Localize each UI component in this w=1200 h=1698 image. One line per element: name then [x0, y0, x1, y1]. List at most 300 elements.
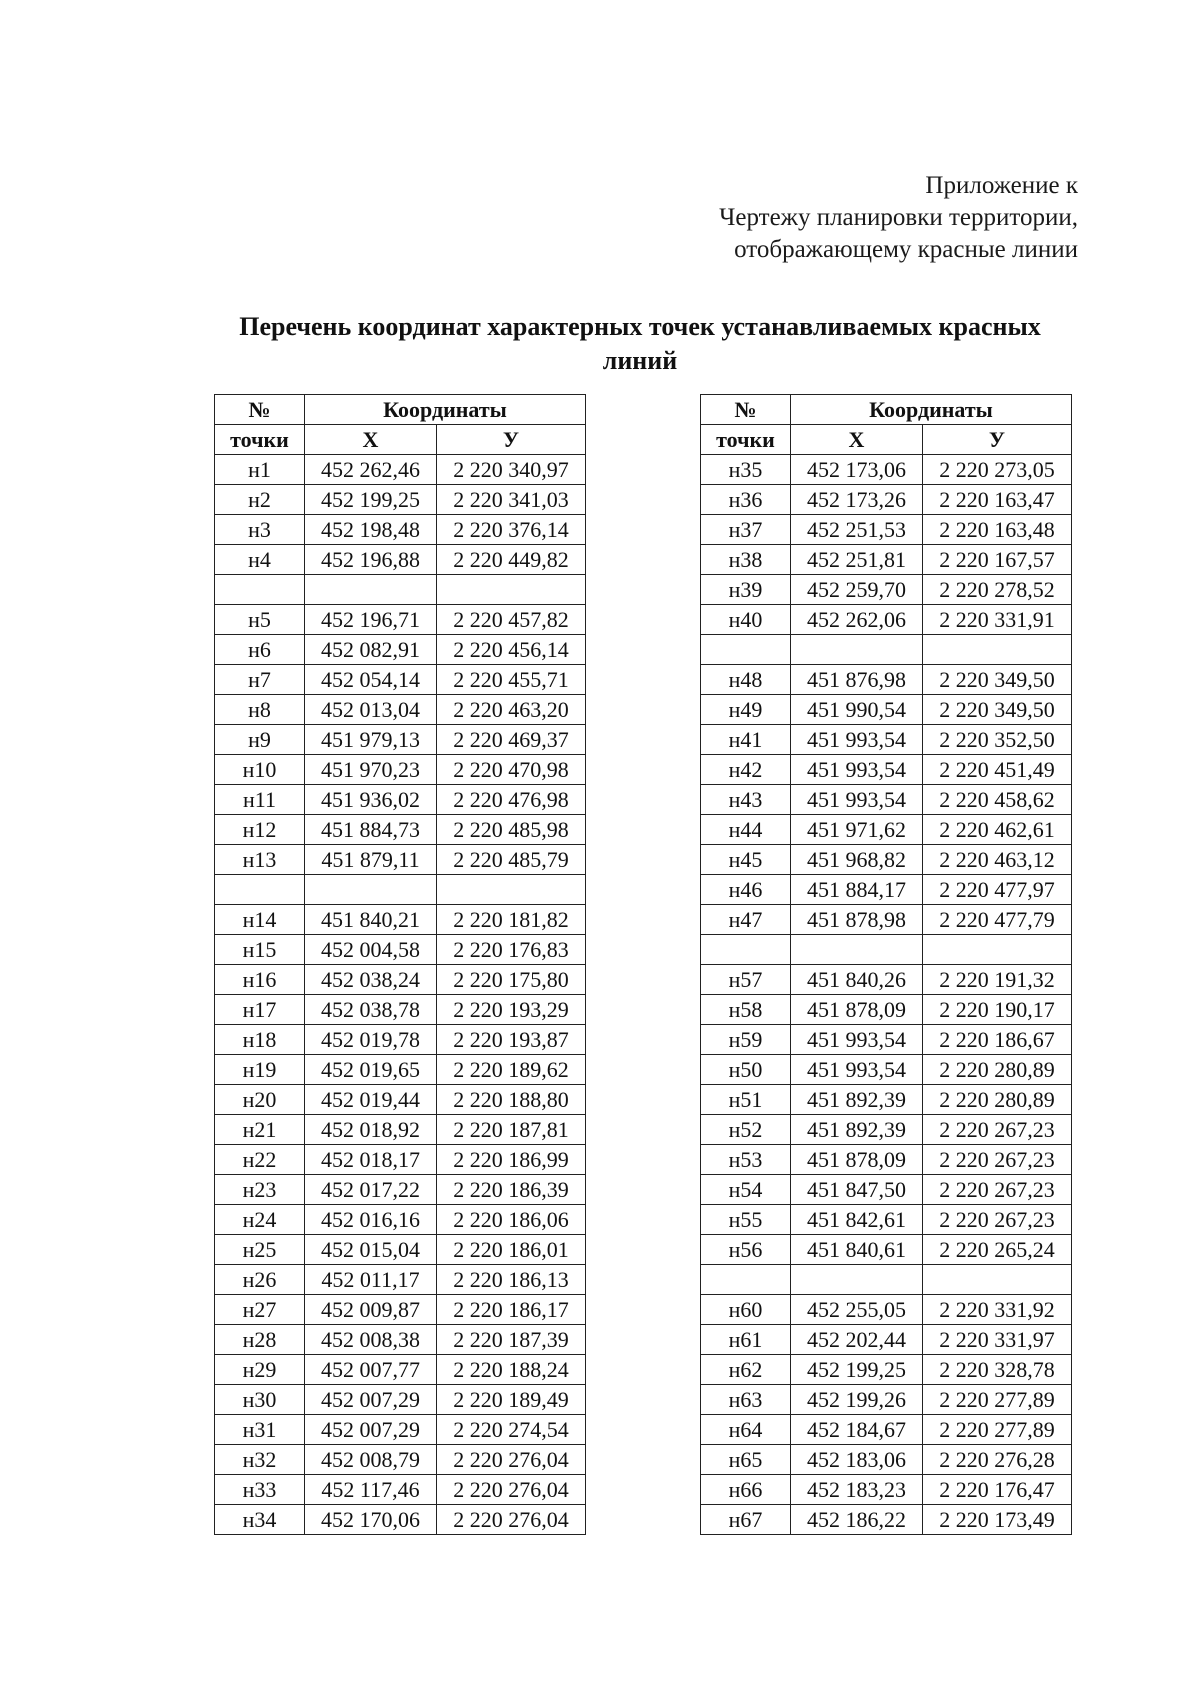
point-number-cell: н55 — [701, 1205, 791, 1235]
x-coordinate-cell: 452 018,17 — [305, 1145, 437, 1175]
point-number-cell: н4 — [215, 545, 305, 575]
table-row — [215, 485, 586, 515]
table-row — [215, 1205, 586, 1235]
y-coordinate-cell: 2 220 456,14 — [437, 635, 586, 665]
table-row — [215, 1445, 586, 1475]
x-coordinate-cell: 451 971,62 — [791, 815, 923, 845]
point-number-cell: н42 — [701, 755, 791, 785]
x-coordinate-cell — [791, 935, 923, 965]
x-coordinate-cell: 451 879,11 — [305, 845, 437, 875]
point-number-cell — [701, 1265, 791, 1295]
x-coordinate-cell: 452 170,06 — [305, 1505, 437, 1535]
point-number-cell: н18 — [215, 1025, 305, 1055]
table-row — [701, 1235, 1072, 1265]
y-coordinate-cell: 2 220 469,37 — [437, 725, 586, 755]
x-coordinate-cell: 452 004,58 — [305, 935, 437, 965]
y-coordinate-cell: 2 220 276,04 — [437, 1505, 586, 1535]
x-coordinate-cell: 451 878,09 — [791, 995, 923, 1025]
y-header: У — [437, 425, 586, 455]
point-number-cell — [701, 635, 791, 665]
table-row — [215, 725, 586, 755]
y-coordinate-cell: 2 220 188,24 — [437, 1355, 586, 1385]
y-coordinate-cell: 2 220 451,49 — [923, 755, 1072, 785]
x-coordinate-cell: 452 196,88 — [305, 545, 437, 575]
x-coordinate-cell: 452 173,26 — [791, 485, 923, 515]
x-coordinate-cell: 451 990,54 — [791, 695, 923, 725]
table-row — [215, 845, 586, 875]
y-coordinate-cell: 2 220 173,49 — [923, 1505, 1072, 1535]
document-title — [200, 310, 1080, 378]
x-coordinate-cell: 452 013,04 — [305, 695, 437, 725]
point-number-cell: н67 — [701, 1505, 791, 1535]
point-number-cell: н20 — [215, 1085, 305, 1115]
x-coordinate-cell: 452 251,81 — [791, 545, 923, 575]
point-number-cell: н24 — [215, 1205, 305, 1235]
appendix-note — [719, 170, 1078, 266]
point-number-cell: н25 — [215, 1235, 305, 1265]
x-coordinate-cell: 452 202,44 — [791, 1325, 923, 1355]
point-number-cell: н6 — [215, 635, 305, 665]
point-number-cell: н53 — [701, 1145, 791, 1175]
table-row — [215, 1085, 586, 1115]
x-coordinate-cell: 452 054,14 — [305, 665, 437, 695]
table-row — [215, 1295, 586, 1325]
point-number-cell: н66 — [701, 1475, 791, 1505]
point-number-cell: н41 — [701, 725, 791, 755]
table-row — [215, 935, 586, 965]
y-coordinate-cell: 2 220 187,39 — [437, 1325, 586, 1355]
title-line-2: линий — [602, 346, 678, 375]
x-coordinate-cell: 452 117,46 — [305, 1475, 437, 1505]
table-row — [215, 665, 586, 695]
y-coordinate-cell: 2 220 476,98 — [437, 785, 586, 815]
x-coordinate-cell: 452 196,71 — [305, 605, 437, 635]
x-coordinate-cell: 452 038,78 — [305, 995, 437, 1025]
table-row — [701, 485, 1072, 515]
point-number-cell: н7 — [215, 665, 305, 695]
point-number-cell: н43 — [701, 785, 791, 815]
point-number-cell: н12 — [215, 815, 305, 845]
table-row — [215, 635, 586, 665]
point-number-cell: н22 — [215, 1145, 305, 1175]
point-number-cell: н63 — [701, 1385, 791, 1415]
x-coordinate-cell: 452 255,05 — [791, 1295, 923, 1325]
point-number-cell: н21 — [215, 1115, 305, 1145]
y-coordinate-cell: 2 220 280,89 — [923, 1055, 1072, 1085]
y-coordinate-cell: 2 220 186,17 — [437, 1295, 586, 1325]
table-row — [215, 815, 586, 845]
point-number-cell: н3 — [215, 515, 305, 545]
table-row — [701, 1115, 1072, 1145]
y-coordinate-cell: 2 220 267,23 — [923, 1175, 1072, 1205]
point-number-cell: н64 — [701, 1415, 791, 1445]
y-coordinate-cell — [437, 875, 586, 905]
y-coordinate-cell: 2 220 463,20 — [437, 695, 586, 725]
table-row — [215, 1265, 586, 1295]
y-coordinate-cell: 2 220 267,23 — [923, 1145, 1072, 1175]
x-coordinate-cell: 451 993,54 — [791, 755, 923, 785]
table-row — [701, 1085, 1072, 1115]
y-coordinate-cell: 2 220 189,49 — [437, 1385, 586, 1415]
x-coordinate-cell: 451 970,23 — [305, 755, 437, 785]
table-row — [215, 1145, 586, 1175]
x-coordinate-cell — [791, 1265, 923, 1295]
y-coordinate-cell — [923, 1265, 1072, 1295]
x-coordinate-cell: 452 016,16 — [305, 1205, 437, 1235]
y-coordinate-cell: 2 220 191,32 — [923, 965, 1072, 995]
y-coordinate-cell: 2 220 273,05 — [923, 455, 1072, 485]
y-coordinate-cell: 2 220 328,78 — [923, 1355, 1072, 1385]
table-row — [215, 1235, 586, 1265]
x-coordinate-cell: 452 038,24 — [305, 965, 437, 995]
table-row — [215, 1055, 586, 1085]
x-coordinate-cell: 451 993,54 — [791, 785, 923, 815]
point-number-cell: н16 — [215, 965, 305, 995]
x-coordinate-cell: 451 979,13 — [305, 725, 437, 755]
table-row — [701, 1415, 1072, 1445]
point-number-cell: н17 — [215, 995, 305, 1025]
table-row — [701, 1385, 1072, 1415]
table-row — [701, 515, 1072, 545]
table-row — [215, 905, 586, 935]
point-number-cell: н58 — [701, 995, 791, 1025]
x-header: Х — [305, 425, 437, 455]
x-coordinate-cell: 452 007,29 — [305, 1415, 437, 1445]
x-coordinate-cell: 452 019,65 — [305, 1055, 437, 1085]
y-coordinate-cell: 2 220 349,50 — [923, 695, 1072, 725]
y-coordinate-cell: 2 220 176,47 — [923, 1475, 1072, 1505]
coordinates-table-left — [214, 394, 586, 1535]
point-number-cell: н35 — [701, 455, 791, 485]
y-coordinate-cell: 2 220 267,23 — [923, 1115, 1072, 1145]
table-row — [215, 1175, 586, 1205]
point-number-cell: н52 — [701, 1115, 791, 1145]
right-table-body — [701, 455, 1072, 1535]
point-number-cell: н33 — [215, 1475, 305, 1505]
y-coordinate-cell: 2 220 331,92 — [923, 1295, 1072, 1325]
x-coordinate-cell — [305, 575, 437, 605]
point-number-cell: н29 — [215, 1355, 305, 1385]
x-coordinate-cell: 452 018,92 — [305, 1115, 437, 1145]
table-row — [215, 455, 586, 485]
point-number-cell: н34 — [215, 1505, 305, 1535]
x-header: Х — [791, 425, 923, 455]
y-coordinate-cell: 2 220 186,39 — [437, 1175, 586, 1205]
x-coordinate-cell: 451 840,61 — [791, 1235, 923, 1265]
x-coordinate-cell: 451 878,09 — [791, 1145, 923, 1175]
x-coordinate-cell: 451 892,39 — [791, 1085, 923, 1115]
point-number-cell: н50 — [701, 1055, 791, 1085]
y-coordinate-cell: 2 220 449,82 — [437, 545, 586, 575]
table-row — [701, 605, 1072, 635]
x-coordinate-cell: 451 884,17 — [791, 875, 923, 905]
x-coordinate-cell: 452 173,06 — [791, 455, 923, 485]
x-coordinate-cell: 451 840,26 — [791, 965, 923, 995]
point-number-cell: н9 — [215, 725, 305, 755]
point-number-cell: н57 — [701, 965, 791, 995]
table-row — [215, 1355, 586, 1385]
x-coordinate-cell — [791, 635, 923, 665]
y-coordinate-cell: 2 220 189,62 — [437, 1055, 586, 1085]
y-coordinate-cell: 2 220 463,12 — [923, 845, 1072, 875]
table-row — [215, 1025, 586, 1055]
y-coordinate-cell: 2 220 278,52 — [923, 575, 1072, 605]
left-table-body — [215, 455, 586, 1535]
number-header-top: № — [215, 395, 305, 425]
y-coordinate-cell: 2 220 457,82 — [437, 605, 586, 635]
number-header-top: № — [701, 395, 791, 425]
table-row — [215, 1415, 586, 1445]
x-coordinate-cell: 452 017,22 — [305, 1175, 437, 1205]
table-row — [701, 635, 1072, 665]
coordinates-table-right — [700, 394, 1072, 1535]
y-coordinate-cell: 2 220 276,28 — [923, 1445, 1072, 1475]
point-number-cell: н59 — [701, 1025, 791, 1055]
y-coordinate-cell: 2 220 477,97 — [923, 875, 1072, 905]
x-coordinate-cell: 452 184,67 — [791, 1415, 923, 1445]
coordinates-header: Координаты — [791, 395, 1072, 425]
table-row — [215, 965, 586, 995]
appendix-line: Чертежу планировки территории, — [719, 204, 1078, 231]
coordinates-header: Координаты — [305, 395, 586, 425]
point-number-cell: н36 — [701, 485, 791, 515]
x-coordinate-cell: 452 082,91 — [305, 635, 437, 665]
y-coordinate-cell: 2 220 470,98 — [437, 755, 586, 785]
x-coordinate-cell: 451 993,54 — [791, 1055, 923, 1085]
point-number-cell: н28 — [215, 1325, 305, 1355]
point-number-cell: н48 — [701, 665, 791, 695]
y-coordinate-cell: 2 220 277,89 — [923, 1415, 1072, 1445]
table-row — [215, 545, 586, 575]
point-number-cell: н56 — [701, 1235, 791, 1265]
point-number-cell: н30 — [215, 1385, 305, 1415]
table-row — [701, 665, 1072, 695]
point-number-cell: н19 — [215, 1055, 305, 1085]
y-coordinate-cell: 2 220 340,97 — [437, 455, 586, 485]
point-number-cell: н1 — [215, 455, 305, 485]
table-row — [701, 575, 1072, 605]
x-coordinate-cell: 452 183,23 — [791, 1475, 923, 1505]
point-number-cell: н11 — [215, 785, 305, 815]
table-row — [215, 1325, 586, 1355]
x-coordinate-cell: 452 011,17 — [305, 1265, 437, 1295]
x-coordinate-cell: 452 262,06 — [791, 605, 923, 635]
point-number-cell: н2 — [215, 485, 305, 515]
table-row — [701, 905, 1072, 935]
table-row — [701, 1475, 1072, 1505]
point-number-cell: н39 — [701, 575, 791, 605]
y-coordinate-cell: 2 220 190,17 — [923, 995, 1072, 1025]
point-number-cell — [215, 875, 305, 905]
x-coordinate-cell: 451 842,61 — [791, 1205, 923, 1235]
table-row — [215, 1385, 586, 1415]
y-coordinate-cell: 2 220 193,29 — [437, 995, 586, 1025]
y-coordinate-cell: 2 220 267,23 — [923, 1205, 1072, 1235]
y-coordinate-cell: 2 220 462,61 — [923, 815, 1072, 845]
table-row — [215, 755, 586, 785]
y-coordinate-cell: 2 220 274,54 — [437, 1415, 586, 1445]
point-number-cell: н40 — [701, 605, 791, 635]
y-coordinate-cell: 2 220 349,50 — [923, 665, 1072, 695]
x-coordinate-cell: 452 019,78 — [305, 1025, 437, 1055]
table-row — [701, 455, 1072, 485]
table-row — [701, 1295, 1072, 1325]
x-coordinate-cell: 452 198,48 — [305, 515, 437, 545]
x-coordinate-cell: 452 015,04 — [305, 1235, 437, 1265]
y-coordinate-cell: 2 220 167,57 — [923, 545, 1072, 575]
table-row — [215, 515, 586, 545]
y-coordinate-cell: 2 220 276,04 — [437, 1475, 586, 1505]
y-coordinate-cell: 2 220 277,89 — [923, 1385, 1072, 1415]
x-coordinate-cell: 451 878,98 — [791, 905, 923, 935]
x-coordinate-cell: 452 007,29 — [305, 1385, 437, 1415]
point-number-cell: н10 — [215, 755, 305, 785]
y-coordinate-cell: 2 220 193,87 — [437, 1025, 586, 1055]
y-coordinate-cell: 2 220 485,98 — [437, 815, 586, 845]
x-coordinate-cell: 452 183,06 — [791, 1445, 923, 1475]
x-coordinate-cell: 451 936,02 — [305, 785, 437, 815]
point-number-cell: н61 — [701, 1325, 791, 1355]
y-coordinate-cell: 2 220 376,14 — [437, 515, 586, 545]
table-row — [215, 695, 586, 725]
table-row — [701, 995, 1072, 1025]
table-row — [701, 875, 1072, 905]
table-row — [701, 755, 1072, 785]
x-coordinate-cell: 452 199,25 — [791, 1355, 923, 1385]
y-coordinate-cell: 2 220 485,79 — [437, 845, 586, 875]
table-row — [701, 695, 1072, 725]
point-number-cell: н32 — [215, 1445, 305, 1475]
table-row — [215, 605, 586, 635]
x-coordinate-cell: 452 262,46 — [305, 455, 437, 485]
x-coordinate-cell: 452 186,22 — [791, 1505, 923, 1535]
table-row — [215, 575, 586, 605]
number-header-bottom: точки — [215, 425, 305, 455]
point-number-cell — [701, 935, 791, 965]
point-number-cell: н60 — [701, 1295, 791, 1325]
y-coordinate-cell: 2 220 181,82 — [437, 905, 586, 935]
appendix-line: отображающему красные линии — [734, 236, 1078, 263]
table-row — [701, 1205, 1072, 1235]
x-coordinate-cell: 452 199,25 — [305, 485, 437, 515]
x-coordinate-cell: 451 993,54 — [791, 725, 923, 755]
y-coordinate-cell: 2 220 352,50 — [923, 725, 1072, 755]
y-coordinate-cell: 2 220 163,48 — [923, 515, 1072, 545]
point-number-cell: н15 — [215, 935, 305, 965]
point-number-cell: н65 — [701, 1445, 791, 1475]
appendix-line: Приложение к — [925, 172, 1078, 199]
table-row — [215, 1475, 586, 1505]
y-coordinate-cell: 2 220 186,13 — [437, 1265, 586, 1295]
point-number-cell: н51 — [701, 1085, 791, 1115]
table-row — [701, 935, 1072, 965]
number-header-bottom: точки — [701, 425, 791, 455]
y-coordinate-cell: 2 220 280,89 — [923, 1085, 1072, 1115]
point-number-cell: н8 — [215, 695, 305, 725]
point-number-cell: н49 — [701, 695, 791, 725]
x-coordinate-cell: 451 968,82 — [791, 845, 923, 875]
y-coordinate-cell: 2 220 188,80 — [437, 1085, 586, 1115]
y-coordinate-cell: 2 220 458,62 — [923, 785, 1072, 815]
y-coordinate-cell: 2 220 186,06 — [437, 1205, 586, 1235]
point-number-cell — [215, 575, 305, 605]
point-number-cell: н45 — [701, 845, 791, 875]
x-coordinate-cell: 451 847,50 — [791, 1175, 923, 1205]
y-coordinate-cell: 2 220 176,83 — [437, 935, 586, 965]
x-coordinate-cell: 452 009,87 — [305, 1295, 437, 1325]
table-row — [701, 1145, 1072, 1175]
x-coordinate-cell: 452 251,53 — [791, 515, 923, 545]
point-number-cell: н38 — [701, 545, 791, 575]
table-row — [701, 1055, 1072, 1085]
y-coordinate-cell: 2 220 477,79 — [923, 905, 1072, 935]
y-coordinate-cell: 2 220 341,03 — [437, 485, 586, 515]
table-row — [701, 1325, 1072, 1355]
point-number-cell: н46 — [701, 875, 791, 905]
y-coordinate-cell — [437, 575, 586, 605]
y-coordinate-cell — [923, 635, 1072, 665]
x-coordinate-cell: 452 007,77 — [305, 1355, 437, 1385]
point-number-cell: н13 — [215, 845, 305, 875]
point-number-cell: н5 — [215, 605, 305, 635]
x-coordinate-cell: 452 199,26 — [791, 1385, 923, 1415]
y-coordinate-cell: 2 220 276,04 — [437, 1445, 586, 1475]
y-coordinate-cell: 2 220 186,67 — [923, 1025, 1072, 1055]
table-row — [701, 1175, 1072, 1205]
table-row — [215, 1115, 586, 1145]
table-row — [701, 725, 1072, 755]
table-row — [215, 875, 586, 905]
x-coordinate-cell: 451 876,98 — [791, 665, 923, 695]
table-row — [215, 995, 586, 1025]
table-row — [701, 845, 1072, 875]
x-coordinate-cell: 452 008,38 — [305, 1325, 437, 1355]
y-coordinate-cell: 2 220 187,81 — [437, 1115, 586, 1145]
table-row — [215, 1505, 586, 1535]
y-coordinate-cell: 2 220 175,80 — [437, 965, 586, 995]
point-number-cell: н47 — [701, 905, 791, 935]
x-coordinate-cell: 452 259,70 — [791, 575, 923, 605]
table-row — [701, 815, 1072, 845]
point-number-cell: н14 — [215, 905, 305, 935]
x-coordinate-cell: 451 993,54 — [791, 1025, 923, 1055]
point-number-cell: н31 — [215, 1415, 305, 1445]
table-row — [701, 1265, 1072, 1295]
table-row — [701, 1355, 1072, 1385]
y-coordinate-cell: 2 220 186,01 — [437, 1235, 586, 1265]
point-number-cell: н62 — [701, 1355, 791, 1385]
x-coordinate-cell: 452 019,44 — [305, 1085, 437, 1115]
table-row — [701, 1505, 1072, 1535]
table-row — [215, 785, 586, 815]
point-number-cell: н27 — [215, 1295, 305, 1325]
x-coordinate-cell: 451 884,73 — [305, 815, 437, 845]
table-row — [701, 545, 1072, 575]
y-header: У — [923, 425, 1072, 455]
y-coordinate-cell: 2 220 331,97 — [923, 1325, 1072, 1355]
y-coordinate-cell — [923, 935, 1072, 965]
table-row — [701, 1445, 1072, 1475]
point-number-cell: н26 — [215, 1265, 305, 1295]
y-coordinate-cell: 2 220 331,91 — [923, 605, 1072, 635]
x-coordinate-cell — [305, 875, 437, 905]
point-number-cell: н23 — [215, 1175, 305, 1205]
x-coordinate-cell: 451 892,39 — [791, 1115, 923, 1145]
title-line-1: Перечень координат характерных точек устанавливаемых красных — [239, 312, 1041, 341]
table-row — [701, 965, 1072, 995]
y-coordinate-cell: 2 220 163,47 — [923, 485, 1072, 515]
table-row — [701, 1025, 1072, 1055]
